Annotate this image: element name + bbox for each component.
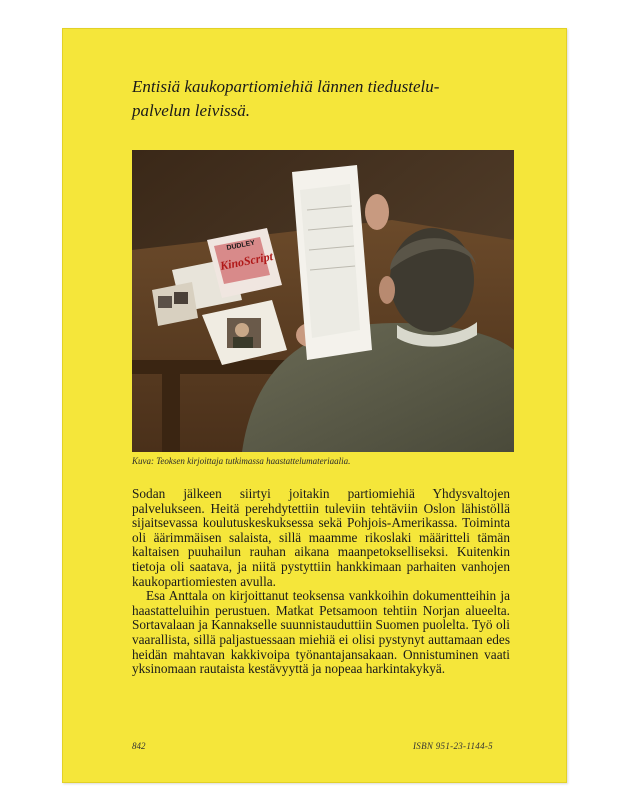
blurb-text (132, 487, 510, 677)
cover-photo (132, 150, 514, 452)
blurb-paragraph-1: Sodan jälkeen siirtyi joitakin partiomiehiä Yhdysvaltojen palvelukseen. Heitä perehdytettiin tuleviin tehtäviin Oslon lähistöllä sijaitsevassa koulutuskeskuksessa sekä Pohjois-Amerikassa. Toiminta oli äärimmäisen salaista, sillä maamme rikoslaki määritteli tämän kaltaisen puuhailun rauhan aikana maanpetokselliseksi. Kuitenkin tietoja oli saatava, ja niitä pystyttiin hankkimaan parhaiten vanhojen kaukopartiomiesten avulla. (132, 486, 510, 589)
book-top-text: DUDLEY (226, 239, 256, 252)
page-number: 842 (132, 741, 146, 751)
book-title-text: KinoScript (218, 249, 274, 273)
isbn-number: ISBN 951-23-1144-5 (413, 741, 493, 751)
photo-caption: Kuva: Teoksen kirjoittaja tutkimassa haastattelumateriaalia. (132, 456, 351, 466)
blurb-paragraph-2: Esa Anttala on kirjoittanut teoksensa vankkoihin dokumentteihin ja haastatteluihin perustuen. Matkat Petsamoon tehtiin Norjan alueelta. Sortavalaan ja Kannakselle suunnistauduttiin Suomen puolelta. Työ oli vaarallista, sillä paljastuessaan miehiä ei olisi pystynyt auttamaan edes heidän mahtavan kakkivoipa työnantajansakaan. Onnistuminen vaati yksinomaan rautaista kestävyyttä ja nopeaa harkintakykyä. (132, 588, 510, 677)
photo-illustration (132, 150, 514, 452)
cover-tagline: Entisiä kaukopartiomiehiä lännen tiedustelu-palvelun leivissä. (132, 77, 440, 120)
